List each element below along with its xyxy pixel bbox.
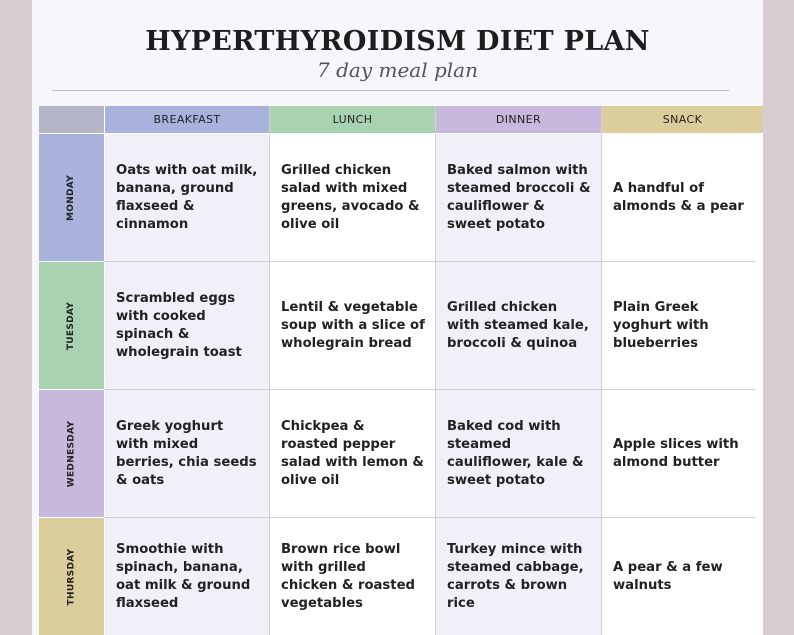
meal-cell: Baked salmon with steamed broccoli & cauliflower & sweet potato xyxy=(436,134,601,261)
day-label-wednesday xyxy=(39,390,104,517)
meal-plan-page xyxy=(32,0,763,635)
meal-cell: Smoothie with spinach, banana, oat milk & ground flaxseed xyxy=(105,518,269,635)
grid-line xyxy=(104,261,755,262)
meal-cell: Plain Greek yoghurt with blueberries xyxy=(613,299,709,351)
grid-line xyxy=(435,106,436,635)
meal-cell: Lentil & vegetable soup with a slice of wholegrain bread xyxy=(281,299,425,351)
meal-cell: Greek yoghurt with mixed berries, chia seeds & oats xyxy=(105,390,269,517)
meal-cell: Apple slices with almond butter xyxy=(613,436,739,470)
meal-cell: Scrambled eggs with cooked spinach & wholegrain toast xyxy=(105,262,269,389)
day-label-monday xyxy=(39,134,104,261)
grid-line xyxy=(104,389,755,390)
column-header-snack: SNACK xyxy=(602,106,763,133)
page-subtitle: 7 day meal plan xyxy=(317,58,478,82)
day-label-text: MONDAY xyxy=(66,174,77,221)
meal-cell: Grilled chicken with steamed kale, broccoli & quinoa xyxy=(436,262,601,389)
meal-cell: Brown rice bowl with grilled chicken & roasted vegetables xyxy=(281,541,415,611)
day-label-tuesday xyxy=(39,262,104,389)
meal-cell: Turkey mince with steamed cabbage, carrots & brown rice xyxy=(436,518,601,635)
meal-cell: Grilled chicken salad with mixed greens, avocado & olive oil xyxy=(281,162,420,232)
day-label-text: TUESDAY xyxy=(66,301,77,350)
grid-line xyxy=(104,517,755,518)
day-label-text: WEDNESDAY xyxy=(66,420,77,487)
meal-cell: Chickpea & roasted pepper salad with lemon & olive oil xyxy=(281,418,424,488)
day-label-thursday xyxy=(39,518,104,635)
grid-line xyxy=(269,106,270,635)
meal-cell: A handful of almonds & a pear xyxy=(613,180,744,214)
meal-cell: A pear & a few walnuts xyxy=(613,559,723,593)
column-header-breakfast: BREAKFAST xyxy=(105,106,269,133)
meal-table xyxy=(39,106,763,635)
title-divider xyxy=(52,90,729,91)
column-header-dinner: DINNER xyxy=(436,106,601,133)
page-title: HYPERTHYROIDISM DIET PLAN xyxy=(145,26,650,57)
grid-line xyxy=(601,106,602,635)
column-header-lunch: LUNCH xyxy=(270,106,435,133)
meal-cell: Baked cod with steamed cauliflower, kale & sweet potato xyxy=(436,390,601,517)
header-corner-cell xyxy=(39,106,104,133)
day-label-text: THURSDAY xyxy=(66,548,77,605)
meal-cell: Oats with oat milk, banana, ground flaxseed & cinnamon xyxy=(105,134,269,261)
